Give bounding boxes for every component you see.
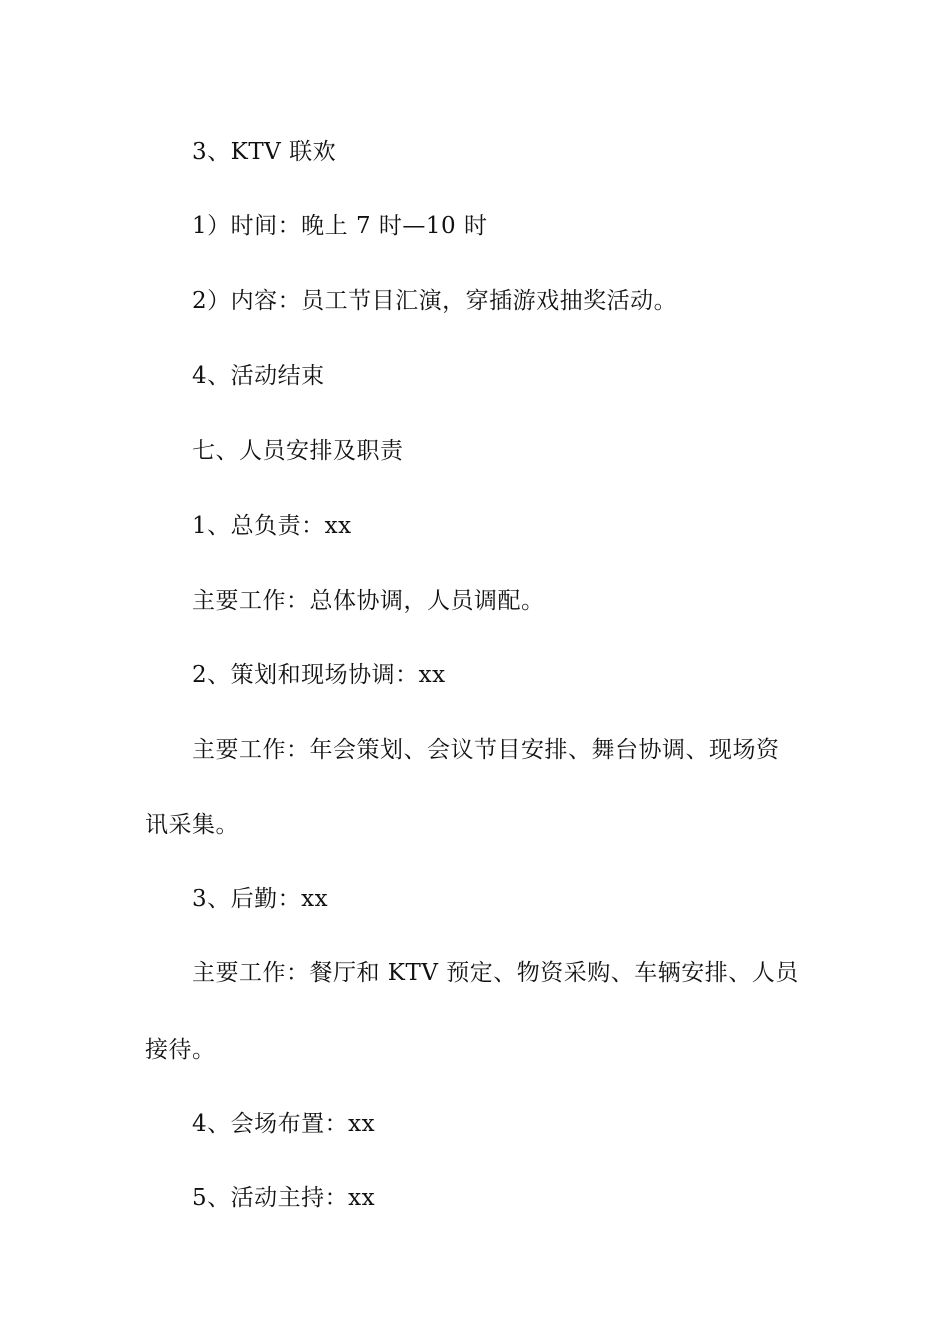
venue-role-line: 4、会场布置：xx xyxy=(192,1111,376,1137)
logistics-role-line: 3、后勤：xx xyxy=(192,886,329,912)
ktv-content-line: 2）内容：员工节目汇演，穿插游戏抽奖活动。 xyxy=(192,288,678,314)
planning-duties-line: 主要工作：年会策划、会议节目安排、舞台协调、现场资 xyxy=(192,737,780,763)
logistics-duties-line: 主要工作：餐厅和 KTV 预定、物资采购、车辆安排、人员 xyxy=(192,960,799,986)
host-role-line: 5、活动主持：xx xyxy=(192,1185,376,1211)
section-end-heading: 4、活动结束 xyxy=(192,363,325,389)
section-ktv-heading: 3、KTV 联欢 xyxy=(192,139,337,165)
lead-duties-line: 主要工作：总体协调，人员调配。 xyxy=(192,588,545,614)
staff-section-heading: 七、人员安排及职责 xyxy=(192,438,404,464)
planning-duties-continued: 讯采集。 xyxy=(145,812,239,838)
lead-role-line: 1、总负责：xx xyxy=(192,513,352,539)
ktv-time-line: 1）时间：晚上 7 时—10 时 xyxy=(192,213,488,239)
logistics-duties-continued: 接待。 xyxy=(145,1037,216,1063)
planning-role-line: 2、策划和现场协调：xx xyxy=(192,662,446,688)
